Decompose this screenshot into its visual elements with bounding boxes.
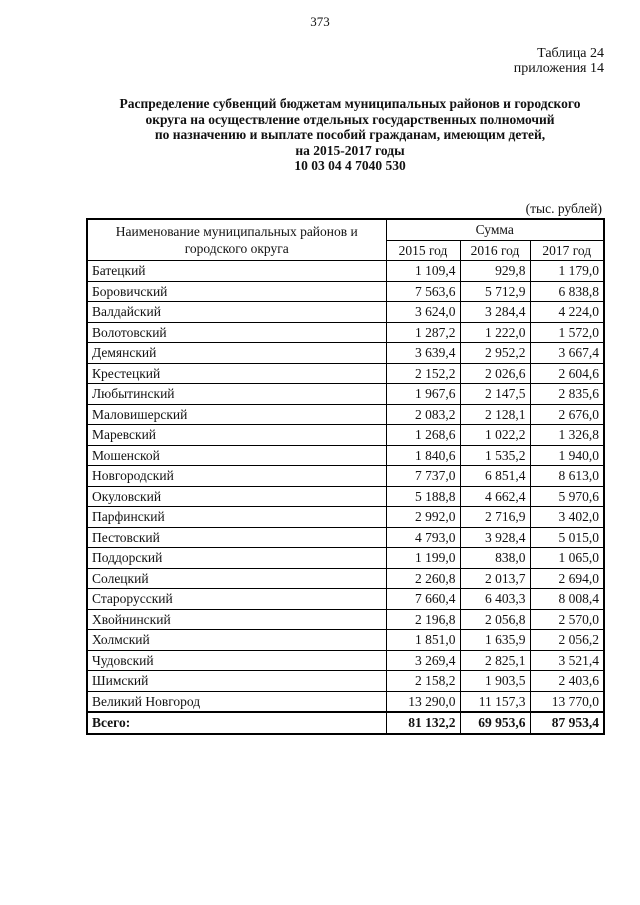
- value-2016: 1 022,2: [460, 425, 530, 446]
- value-2016: 2 013,7: [460, 568, 530, 589]
- value-2016: 929,8: [460, 261, 530, 282]
- district-name: Великий Новгород: [87, 691, 386, 712]
- header-sum: Сумма: [386, 219, 604, 240]
- value-2017: 4 224,0: [530, 302, 604, 323]
- district-name: Маловишерский: [87, 404, 386, 425]
- district-name: Маревский: [87, 425, 386, 446]
- district-name: Хвойнинский: [87, 609, 386, 630]
- value-2015: 2 158,2: [386, 671, 460, 692]
- value-2017: 6 838,8: [530, 281, 604, 302]
- value-2017: 5 970,6: [530, 486, 604, 507]
- value-2016: 2 952,2: [460, 343, 530, 364]
- district-name: Крестецкий: [87, 363, 386, 384]
- value-2015: 3 639,4: [386, 343, 460, 364]
- value-2017: 2 835,6: [530, 384, 604, 405]
- value-2016: 6 851,4: [460, 466, 530, 487]
- value-2017: 2 676,0: [530, 404, 604, 425]
- table-header-row: [87, 219, 604, 240]
- table-reference: [514, 46, 604, 76]
- value-2017: 2 056,2: [530, 630, 604, 651]
- table-row: [87, 322, 604, 343]
- value-2015: 1 851,0: [386, 630, 460, 651]
- table-row: [87, 281, 604, 302]
- table-row: [87, 630, 604, 651]
- value-2016: 2 128,1: [460, 404, 530, 425]
- header-year-2017: 2017 год: [530, 240, 604, 261]
- title-line-5: 10 03 04 4 7040 530: [294, 158, 406, 173]
- district-name: Поддорский: [87, 548, 386, 569]
- total-2015: 81 132,2: [386, 712, 460, 734]
- value-2017: 8 613,0: [530, 466, 604, 487]
- district-name: Чудовский: [87, 650, 386, 671]
- value-2017: 3 521,4: [530, 650, 604, 671]
- table-row: [87, 486, 604, 507]
- value-2017: 1 572,0: [530, 322, 604, 343]
- value-2016: 1 635,9: [460, 630, 530, 651]
- value-2016: 838,0: [460, 548, 530, 569]
- value-2017: 2 403,6: [530, 671, 604, 692]
- title-line-1: Распределение субвенций бюджетам муниципальных районов и городского: [119, 96, 581, 111]
- total-2016: 69 953,6: [460, 712, 530, 734]
- table-row: [87, 671, 604, 692]
- value-2017: 1 065,0: [530, 548, 604, 569]
- total-row: [87, 712, 604, 734]
- value-2015: 4 793,0: [386, 527, 460, 548]
- table-row: [87, 363, 604, 384]
- table-row: [87, 507, 604, 528]
- value-2015: 1 840,6: [386, 445, 460, 466]
- value-2015: 13 290,0: [386, 691, 460, 712]
- total-label: Всего:: [87, 712, 386, 734]
- value-2016: 1 535,2: [460, 445, 530, 466]
- district-name: Парфинский: [87, 507, 386, 528]
- value-2017: 5 015,0: [530, 527, 604, 548]
- header-name: Наименование муниципальных районов и городского округа: [87, 219, 386, 261]
- table-row: [87, 548, 604, 569]
- page-number: 373: [310, 14, 330, 29]
- table-row: [87, 404, 604, 425]
- district-name: Шимский: [87, 671, 386, 692]
- title-line-3: по назначению и выплате пособий гражданам, имеющим детей,: [154, 127, 546, 142]
- value-2015: 7 563,6: [386, 281, 460, 302]
- table-ref-line-2: приложения 14: [513, 61, 604, 76]
- value-2015: 1 109,4: [386, 261, 460, 282]
- value-2017: 1 326,8: [530, 425, 604, 446]
- value-2015: 2 992,0: [386, 507, 460, 528]
- value-2015: 5 188,8: [386, 486, 460, 507]
- value-2015: 2 196,8: [386, 609, 460, 630]
- district-name: Пестовский: [87, 527, 386, 548]
- table-row: [87, 568, 604, 589]
- value-2017: 3 667,4: [530, 343, 604, 364]
- table-ref-line-1: Таблица 24: [537, 46, 604, 61]
- table-row: [87, 343, 604, 364]
- value-2016: 2 825,1: [460, 650, 530, 671]
- value-2015: 7 737,0: [386, 466, 460, 487]
- district-name: Боровичский: [87, 281, 386, 302]
- value-2016: 2 716,9: [460, 507, 530, 528]
- value-2015: 1 268,6: [386, 425, 460, 446]
- value-2015: 3 624,0: [386, 302, 460, 323]
- value-2015: 3 269,4: [386, 650, 460, 671]
- value-2015: 1 199,0: [386, 548, 460, 569]
- value-2016: 5 712,9: [460, 281, 530, 302]
- value-2016: 1 903,5: [460, 671, 530, 692]
- value-2017: 1 179,0: [530, 261, 604, 282]
- district-name: Валдайский: [87, 302, 386, 323]
- value-2017: 8 008,4: [530, 589, 604, 610]
- table-row: [87, 589, 604, 610]
- value-2017: 2 694,0: [530, 568, 604, 589]
- table-row: [87, 302, 604, 323]
- table-row: [87, 527, 604, 548]
- total-2017: 87 953,4: [530, 712, 604, 734]
- district-name: Солецкий: [87, 568, 386, 589]
- value-2015: 1 287,2: [386, 322, 460, 343]
- value-2016: 1 222,0: [460, 322, 530, 343]
- district-name: Любытинский: [87, 384, 386, 405]
- value-2015: 1 967,6: [386, 384, 460, 405]
- district-name: Демянский: [87, 343, 386, 364]
- table-row: [87, 261, 604, 282]
- value-2017: 3 402,0: [530, 507, 604, 528]
- value-2017: 2 570,0: [530, 609, 604, 630]
- table-row: [87, 691, 604, 712]
- table-row: [87, 609, 604, 630]
- table-row: [87, 650, 604, 671]
- district-name: Холмский: [87, 630, 386, 651]
- value-2016: 4 662,4: [460, 486, 530, 507]
- district-name: Мошенской: [87, 445, 386, 466]
- district-name: Новгородский: [87, 466, 386, 487]
- value-2017: 1 940,0: [530, 445, 604, 466]
- value-2016: 3 284,4: [460, 302, 530, 323]
- value-2016: 2 026,6: [460, 363, 530, 384]
- table-row: [87, 425, 604, 446]
- title-line-4: на 2015-2017 годы: [295, 142, 405, 158]
- value-2016: 11 157,3: [460, 691, 530, 712]
- value-2015: 2 260,8: [386, 568, 460, 589]
- value-2017: 13 770,0: [530, 691, 604, 712]
- district-name: Старорусский: [87, 589, 386, 610]
- header-year-2016: 2016 год: [460, 240, 530, 261]
- value-2016: 2 147,5: [460, 384, 530, 405]
- subsidy-table: [86, 218, 605, 735]
- table-body: [87, 261, 604, 734]
- title-line-2: округа на осуществление отдельных государственных полномочий: [145, 111, 555, 127]
- district-name: Окуловский: [87, 486, 386, 507]
- units-label: (тыс. рублей): [525, 201, 602, 216]
- table-row: [87, 466, 604, 487]
- document-title: [60, 96, 640, 174]
- district-name: Батецкий: [87, 261, 386, 282]
- header-year-2015: 2015 год: [386, 240, 460, 261]
- value-2016: 6 403,3: [460, 589, 530, 610]
- table-row: [87, 384, 604, 405]
- value-2015: 2 083,2: [386, 404, 460, 425]
- value-2016: 3 928,4: [460, 527, 530, 548]
- value-2016: 2 056,8: [460, 609, 530, 630]
- value-2017: 2 604,6: [530, 363, 604, 384]
- value-2015: 2 152,2: [386, 363, 460, 384]
- value-2015: 7 660,4: [386, 589, 460, 610]
- district-name: Волотовский: [87, 322, 386, 343]
- table-row: [87, 445, 604, 466]
